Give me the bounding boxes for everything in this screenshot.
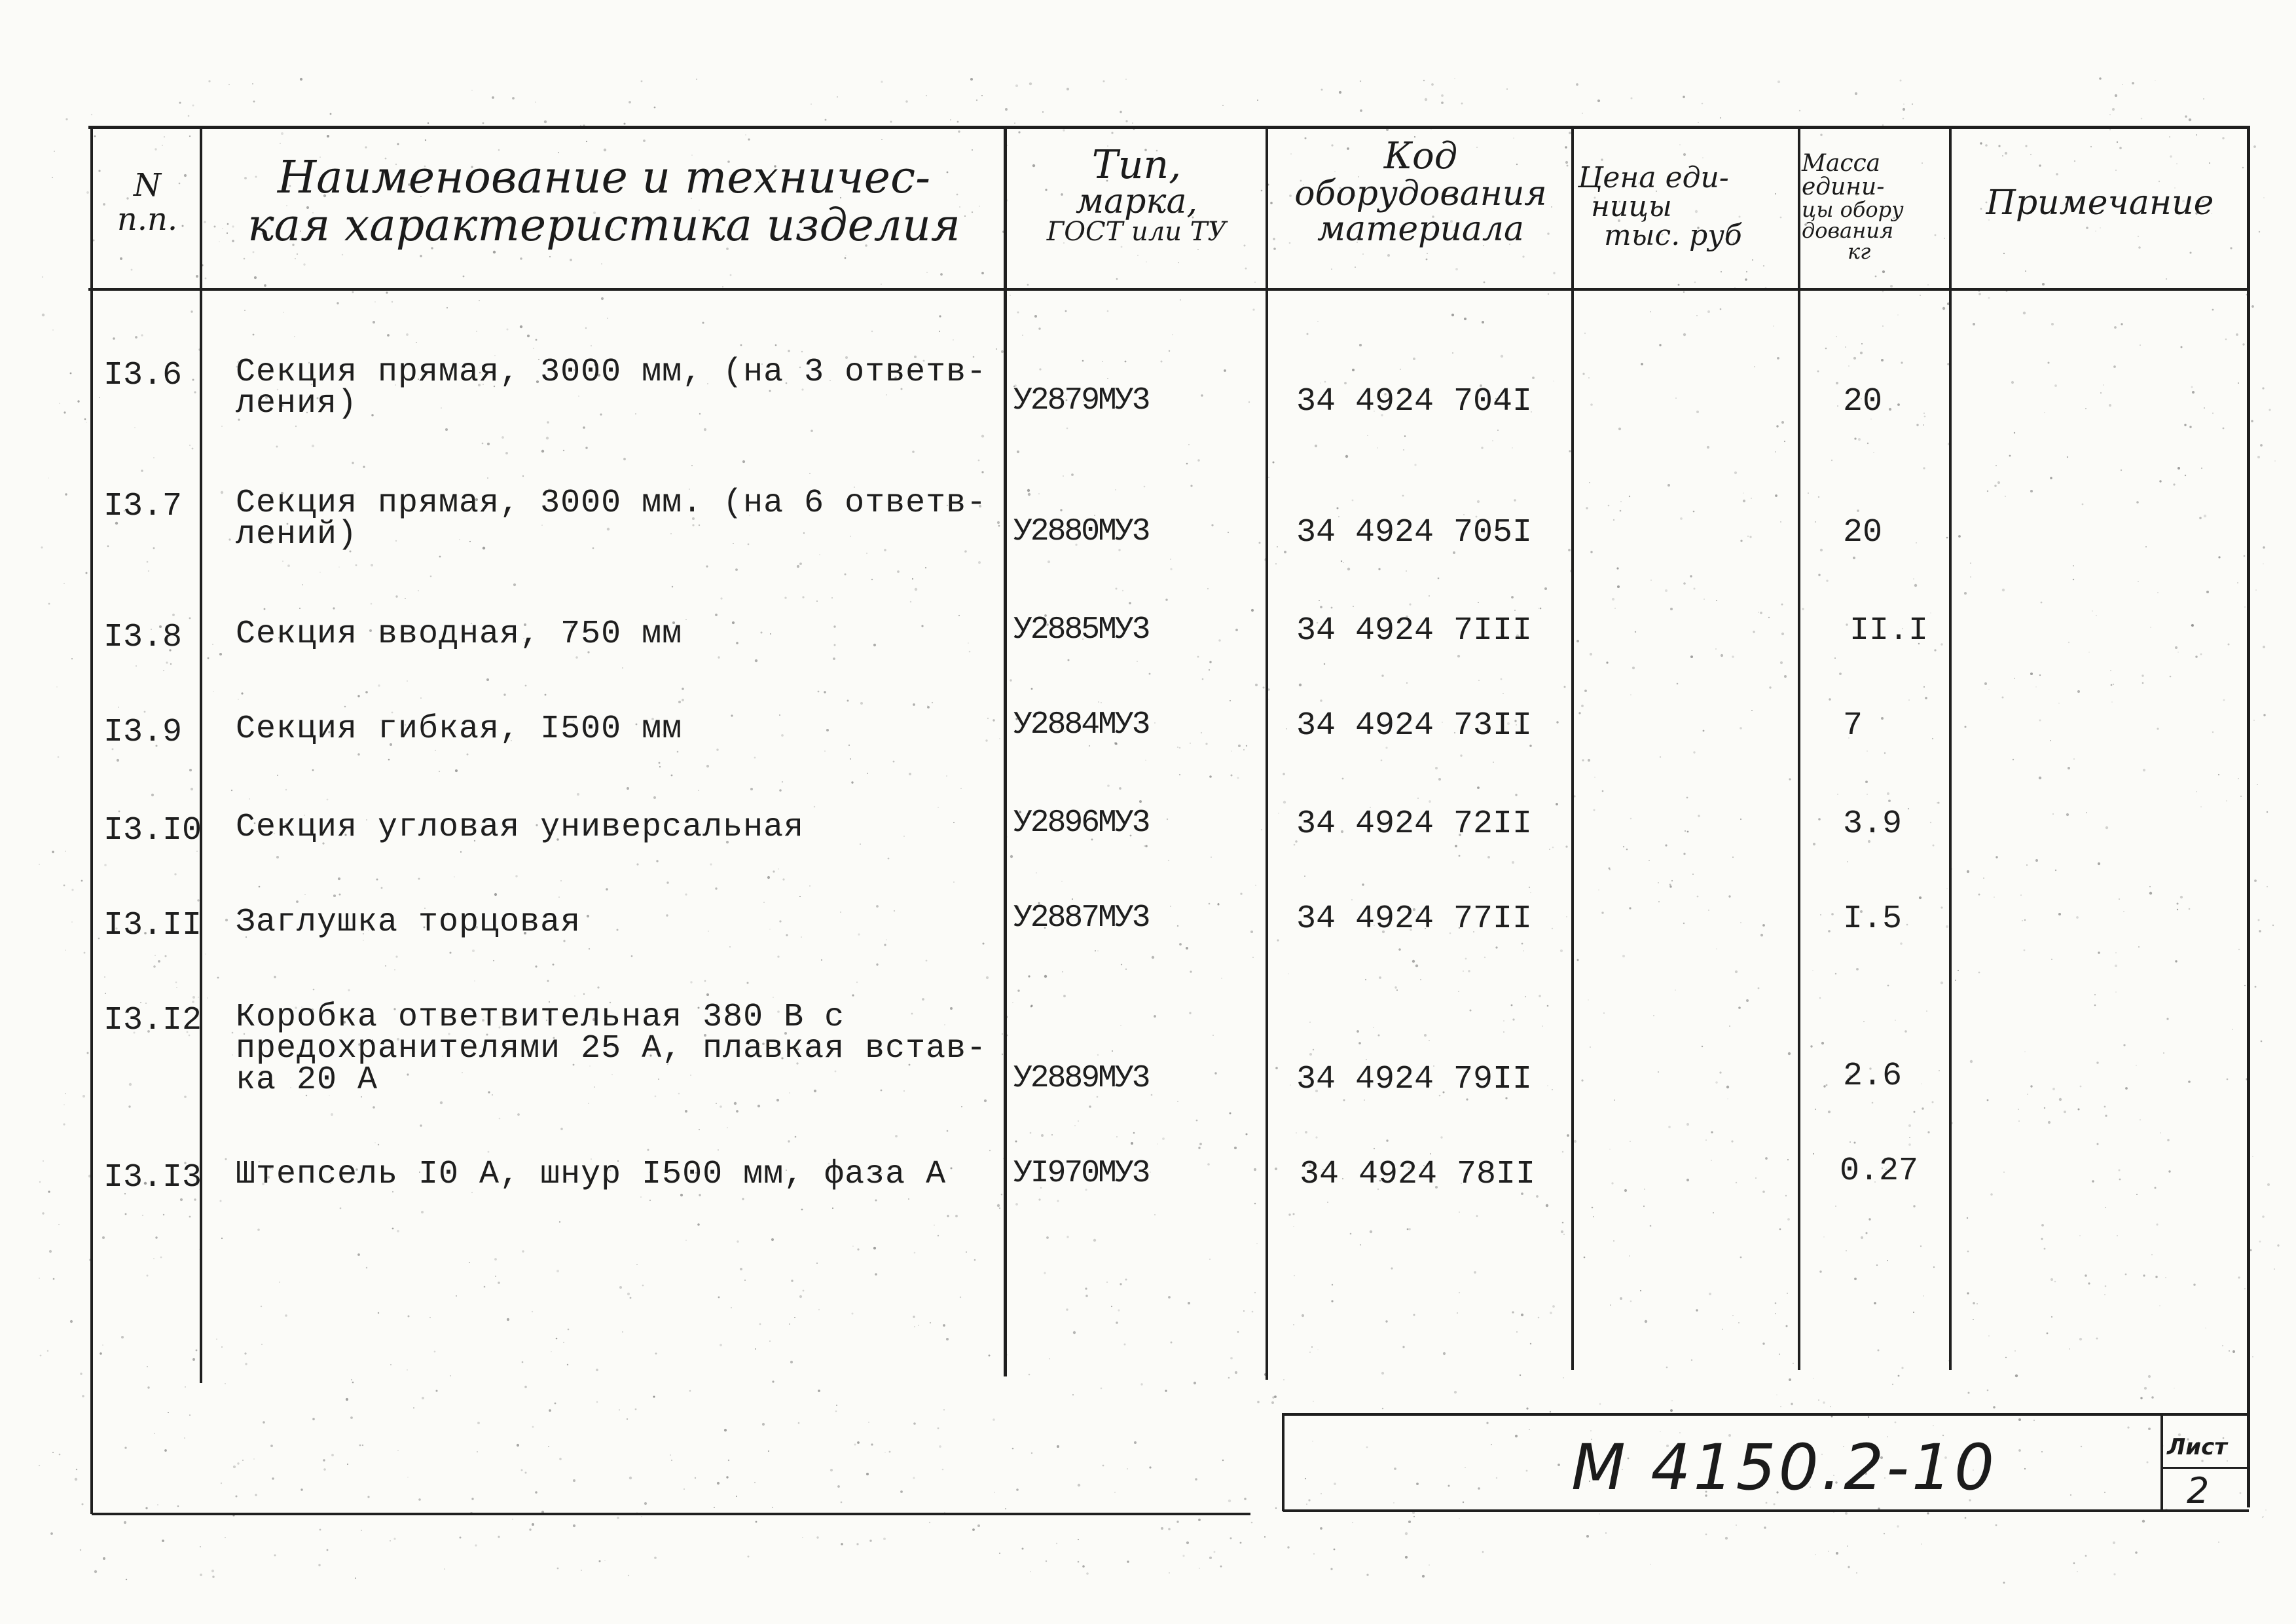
row-6-mass: I.5 [1843, 900, 1903, 938]
header-bottom-border [88, 288, 2249, 291]
row-6-num: I3.II [103, 907, 202, 944]
header-type [1008, 142, 1265, 247]
sheet-number: 2 [2187, 1470, 2210, 1511]
row-3-mass: II.I [1850, 612, 1929, 650]
divider-name [1004, 126, 1007, 1376]
row-5-num: I3.I0 [103, 812, 202, 849]
header-mass-line2: едини- [1802, 174, 1885, 200]
row-1-code: 34 4924 704I [1296, 383, 1533, 420]
header-mass-line5: кг [1848, 239, 1871, 264]
row-7-mass: 2.6 [1843, 1058, 1903, 1095]
header-price-line2: ницы [1591, 190, 1672, 223]
row-2-num: I3.7 [103, 488, 183, 525]
header-price-line1: Цена еди- [1578, 161, 1729, 194]
divider-mass [1949, 126, 1952, 1370]
divider-code [1571, 126, 1574, 1370]
header-num [95, 169, 200, 237]
row-3-type: У2885МУ3 [1013, 612, 1149, 648]
row-2-code: 34 4924 705I [1296, 514, 1533, 551]
row-4-code: 34 4924 73II [1296, 707, 1533, 745]
row-4-name: Секция гибкая, I500 мм [236, 710, 683, 748]
header-code [1270, 135, 1571, 249]
row-4-type: У2884МУ3 [1013, 707, 1149, 743]
row-2-type: У2880МУ3 [1013, 514, 1149, 549]
header-mass-line1: Масса [1802, 150, 1881, 177]
sheet-label: Лист [2167, 1434, 2227, 1460]
header-mass [1802, 152, 1949, 262]
header-type-line3: ГОСТ или ТУ [1046, 217, 1227, 247]
header-note-text: Примечание [1986, 183, 2214, 223]
stamp-bottom-border [1283, 1509, 2249, 1512]
row-3-num: I3.8 [103, 619, 183, 656]
row-6-name: Заглушка торцовая [236, 904, 581, 941]
header-price-line3: тыс. руб [1604, 219, 1742, 252]
row-7-type: У2889МУ3 [1013, 1061, 1149, 1096]
header-mass-line4: дования [1802, 218, 1894, 243]
divider-type [1266, 126, 1268, 1380]
header-name-line2: кая характеристика изделия [247, 200, 960, 252]
row-3-code: 34 4924 7III [1296, 612, 1533, 650]
row-1-type: У2879МУ3 [1013, 383, 1149, 418]
row-1-mass: 20 [1843, 383, 1883, 420]
row-5-name: Секция угловая универсальная [236, 809, 805, 846]
row-4-num: I3.9 [103, 714, 183, 751]
table-top-border [88, 126, 2249, 129]
header-num-line1: N [134, 167, 161, 204]
row-8-type: УI970МУ3 [1013, 1156, 1149, 1191]
header-note [1954, 185, 2246, 221]
row-5-mass: 3.9 [1843, 805, 1903, 843]
header-code-line1: Код [1383, 135, 1458, 177]
row-3-name: Секция вводная, 750 мм [236, 616, 683, 653]
row-1-num: I3.6 [103, 357, 183, 394]
stamp-top-border [1283, 1413, 2249, 1416]
row-6-type: У2887МУ3 [1013, 900, 1149, 936]
row-1-name: Секция прямая, 3000 мм, (на 3 ответв-ления) [236, 354, 987, 422]
header-num-line2: п.п. [117, 200, 178, 238]
row-7-name: Коробка ответвительная 380 В с предохранителями 25 А, плавкая встав-ка 20 А [236, 999, 987, 1099]
header-type-line1: Тип, [1091, 142, 1182, 188]
row-7-num: I3.I2 [103, 1002, 202, 1039]
row-7-code: 34 4924 79II [1296, 1061, 1533, 1098]
row-6-code: 34 4924 77II [1296, 900, 1533, 938]
table-left-border [90, 126, 93, 1514]
row-4-mass: 7 [1843, 707, 1863, 745]
row-5-type: У2896МУ3 [1013, 805, 1149, 841]
stamp-sheet-divider [2160, 1413, 2163, 1511]
divider-price [1798, 126, 1800, 1370]
header-name [206, 154, 1002, 250]
row-8-code: 34 4924 78II [1300, 1156, 1536, 1193]
header-mass-line3: цы обору [1802, 197, 1904, 222]
row-8-num: I3.I3 [103, 1159, 202, 1196]
header-code-line3: материала [1317, 210, 1525, 249]
header-type-line2: марка, [1076, 182, 1197, 221]
header-name-line1: Наименование и техничес- [277, 152, 931, 204]
row-2-mass: 20 [1843, 514, 1883, 551]
row-2-name: Секция прямая, 3000 мм. (на 6 ответв-лений) [236, 485, 987, 553]
header-code-line2: оборудования [1294, 174, 1547, 213]
table-right-border [2247, 126, 2250, 1507]
stamp-left-border [1282, 1413, 1285, 1511]
document-number: М 4150.2-10 [1571, 1431, 1997, 1504]
stamp-sheet-hline [2160, 1467, 2249, 1469]
header-price [1578, 161, 1797, 252]
table-bottom-border [92, 1513, 1250, 1515]
row-5-code: 34 4924 72II [1296, 805, 1533, 843]
row-8-name: Штепсель I0 А, шнур I500 мм, фаза А [236, 1156, 947, 1193]
row-8-mass: 0.27 [1840, 1153, 1919, 1190]
